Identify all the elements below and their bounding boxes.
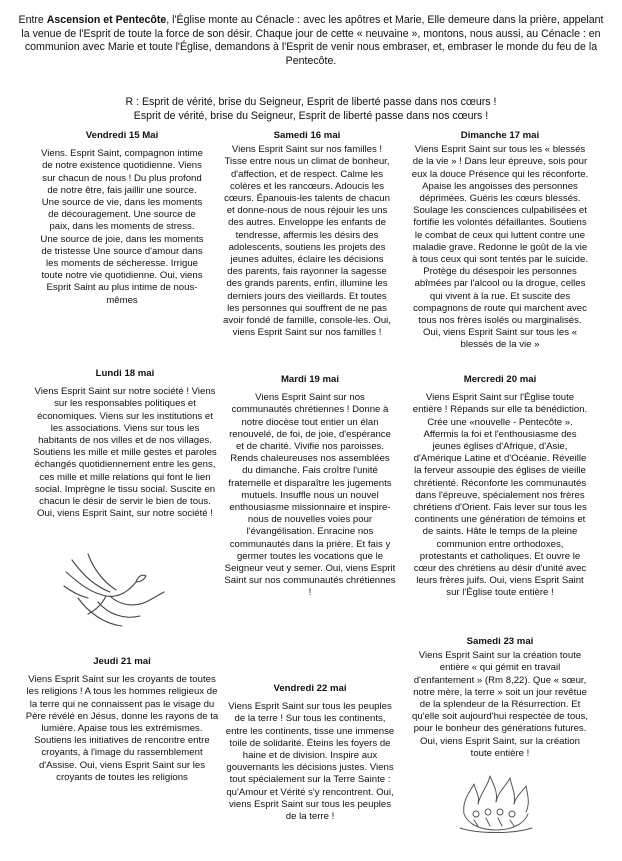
dove-icon bbox=[58, 552, 168, 632]
day-text: Viens. Esprit Saint, compagnon intime de notre existence quotidienne. Viens sur chacun de nous ! Du plus profond de notre être, fais jaillir une source. Une source de vie, dans les moments de découragement. Une source de paix, dans les moments de stress. Une source de joie, dans les moments de tristesse Une source d'amour dans les moments de sécheresse. Irrigue toute notre vie quotidienne. Oui, viens Esprit Saint au plus intime de nous-mêmes bbox=[40, 148, 204, 306]
refrain-line-2: Esprit de vérité, brise du Seigneur, Esprit de liberté passe dans nos cœurs ! bbox=[133, 109, 489, 122]
day-block-lundi-18 bbox=[30, 368, 220, 520]
day-text: Viens Esprit Saint sur la création toute entière « qui gémit en travail d'enfantement » (Rm 8,22). Que « sœur, notre mère, la terre » soit un jour revêtue de la splendeur de la Résurrection. Et qu'elle soit aujourd'hui respectée de tous, pour le bonheur des générations futures. Oui, viens Esprit Saint, sur la création toute entière ! bbox=[412, 650, 588, 759]
day-block-vendredi-15 bbox=[40, 130, 204, 307]
day-block-mercredi-20 bbox=[412, 374, 588, 600]
intro-rest: , l'Église monte au Cénacle : avec les apôtres et Marie, Elle demeure dans la prière, appelant la venue de l'Esprit de toute la force de son désir. Chaque jour de cette « neuvaine », montons, nous aussi, au Cénacle : en communion avec Marie et toute l'Église, demandons à l'Esprit de venir nous embraser, et, embraser le monde du feu de la Pentecôte. bbox=[21, 14, 604, 67]
day-block-vendredi-22 bbox=[224, 683, 396, 823]
day-block-dimanche-17 bbox=[410, 130, 590, 352]
intro-bold: Ascension et Pentecôte bbox=[46, 14, 167, 26]
day-text: Viens Esprit Saint sur nos communautés chrétiennes ! Donne à notre diocèse tout entier un élan renouvelé, de foi, de joie, d'espérance et de charité. Vivifie nos paroisses. Rends chaleureuses nos assemblées du dimanche. Fais croître l'unité fraternelle et disparaître les jugements mutuels. Insuffle nous un nouvel enthousiasme missionnaire et inspire-nous de nouvelles voies pour l'évangélisation. Enracine nos communautés dans la prière. Et fais y germer toutes les vocations que le Seigneur veut y semer. Oui, viens Esprit Saint sur nos communautés chrétiennes ! bbox=[224, 392, 396, 599]
day-block-samedi-16 bbox=[222, 130, 392, 339]
day-text: Viens Esprit Saint sur notre société ! Viens sur les responsables politiques et économiques. Viens sur les institutions et les associations. Viens sur tous les habitants de nos villes et de nos villages. Soutiens les mille et mille gestes et paroles échangés quotidiennement entre les gens, ces mille et mille relations qui font le lien social. Imprègne le tissu social. Suscite en chacun le désir de servir le bien de tous. Oui, viens Esprit Saint, sur notre société ! bbox=[33, 386, 217, 520]
refrain-line-1: R : Esprit de vérité, brise du Seigneur, Esprit de liberté passe dans nos cœurs ! bbox=[125, 96, 497, 108]
day-text: Viens Esprit Saint sur nos familles ! Tisse entre nous un climat de bonheur, d'affection, et de respect. Calme les colères et les rancœurs. Adoucis les cœurs. Épanouis-les talents de chacun et donne-nous de nous réjouir les uns des autres. Enveloppe les enfants de tendresse, affermis les désirs des adolescents, soutiens les projets des jeunes adultes, éclaire les décisions des parents, fais rayonner la sagesse des grands parents, enfin, illumine les derniers jours des vieillards. Et toutes les personnes qui souffrent de ne pas avoir fondé de famille, console-les. Oui, viens Esprit Saint sur nos familles ! bbox=[223, 144, 391, 339]
day-text: Viens Esprit Saint sur les croyants de toutes les religions ! A tous les hommes religieux de la terre qui ne connaissent pas le visage du Père révélé en Jésus, donne les rayons de ta lumière. Apaise tous les extrémismes. Soutiens les initiatives de rencontre entre croyants, à l'image du rassemblement d'Assise. Oui, viens Esprit Saint sur les croyants de toutes les religions bbox=[25, 674, 219, 783]
intro-lead: Entre bbox=[18, 14, 47, 26]
day-title: Mercredi 20 mai bbox=[463, 374, 537, 385]
day-title: Samedi 23 mai bbox=[466, 636, 534, 647]
day-title: Dimanche 17 mai bbox=[460, 130, 540, 141]
day-block-mardi-19 bbox=[224, 374, 396, 600]
day-title: Lundi 18 mai bbox=[95, 368, 155, 379]
intro-paragraph bbox=[14, 14, 608, 68]
flame-icon bbox=[458, 770, 534, 834]
intro-text bbox=[14, 14, 608, 68]
day-title: Mardi 19 mai bbox=[280, 374, 340, 385]
day-text: Viens Esprit Saint sur l'Église toute entière ! Répands sur elle ta bénédiction. Crée une «nouvelle - Pentecôte ». Affermis la foi et l'enthousiasme des jeunes églises d'Afrique, d'Asie, d'Amérique Latine et d'Océanie. Réveille la ferveur assoupie des églises de vieille chrétienté. Réconforte les communautés dans l'épreuve, spécialement nos frères chrétiens d'Orient. Fais lever sur tous les continents une génération de témoins et de saints. Hâte le temps de la pleine communion entre orthodoxes, protestants et catholiques. Et ouvre le cœur des chrétiens au désir d'unité avec leurs frères juifs. Oui, viens Esprit Saint sur l'Église toute entière ! bbox=[412, 392, 588, 599]
day-block-samedi-23 bbox=[412, 636, 588, 760]
day-block-jeudi-21 bbox=[22, 656, 222, 784]
day-text: Viens Esprit Saint sur tous les peuples de la terre ! Sur tous les continents, entre les continents, tisse une immense toile de solidarité. Éteins les foyers de haine et de division. Inspire aux gouvernants les décisions justes. Viens tout spécialement sur la Terre Sainte : qu'Amour et Vérité s'y rencontrent. Oui, viens Esprit Saint sur tous les peuples de la terre ! bbox=[225, 701, 395, 823]
day-title: Vendredi 15 Mai bbox=[85, 130, 159, 141]
day-title: Samedi 16 mai bbox=[273, 130, 341, 141]
day-text: Viens Esprit Saint sur tous les « blessés de la vie » ! Dans leur épreuve, sois pour eux la douce Présence qui les réconforte. Apaise les angoisses des personnes déprimées. Guéris les cœurs blessés. Soulage les consciences culpabilisées et fortifie les volontés défaillantes. Soutiens le combat de ceux qui luttent contre une maladie grave. Redonne le goût de la vie à tous ceux qui sont tentés par le suicide. Protège du désespoir les personnes abîmées par l'alcool ou la drogue, celles qui vivent à la rue. Et suscite des compagnons de route qui marchent avec tous nos frères isolés ou marginalisés. Oui, viens Esprit Saint sur tous les « blessés de la vie » bbox=[411, 144, 589, 351]
day-title: Jeudi 21 mai bbox=[93, 656, 151, 667]
refrain bbox=[14, 96, 608, 123]
day-title: Vendredi 22 mai bbox=[273, 683, 347, 694]
